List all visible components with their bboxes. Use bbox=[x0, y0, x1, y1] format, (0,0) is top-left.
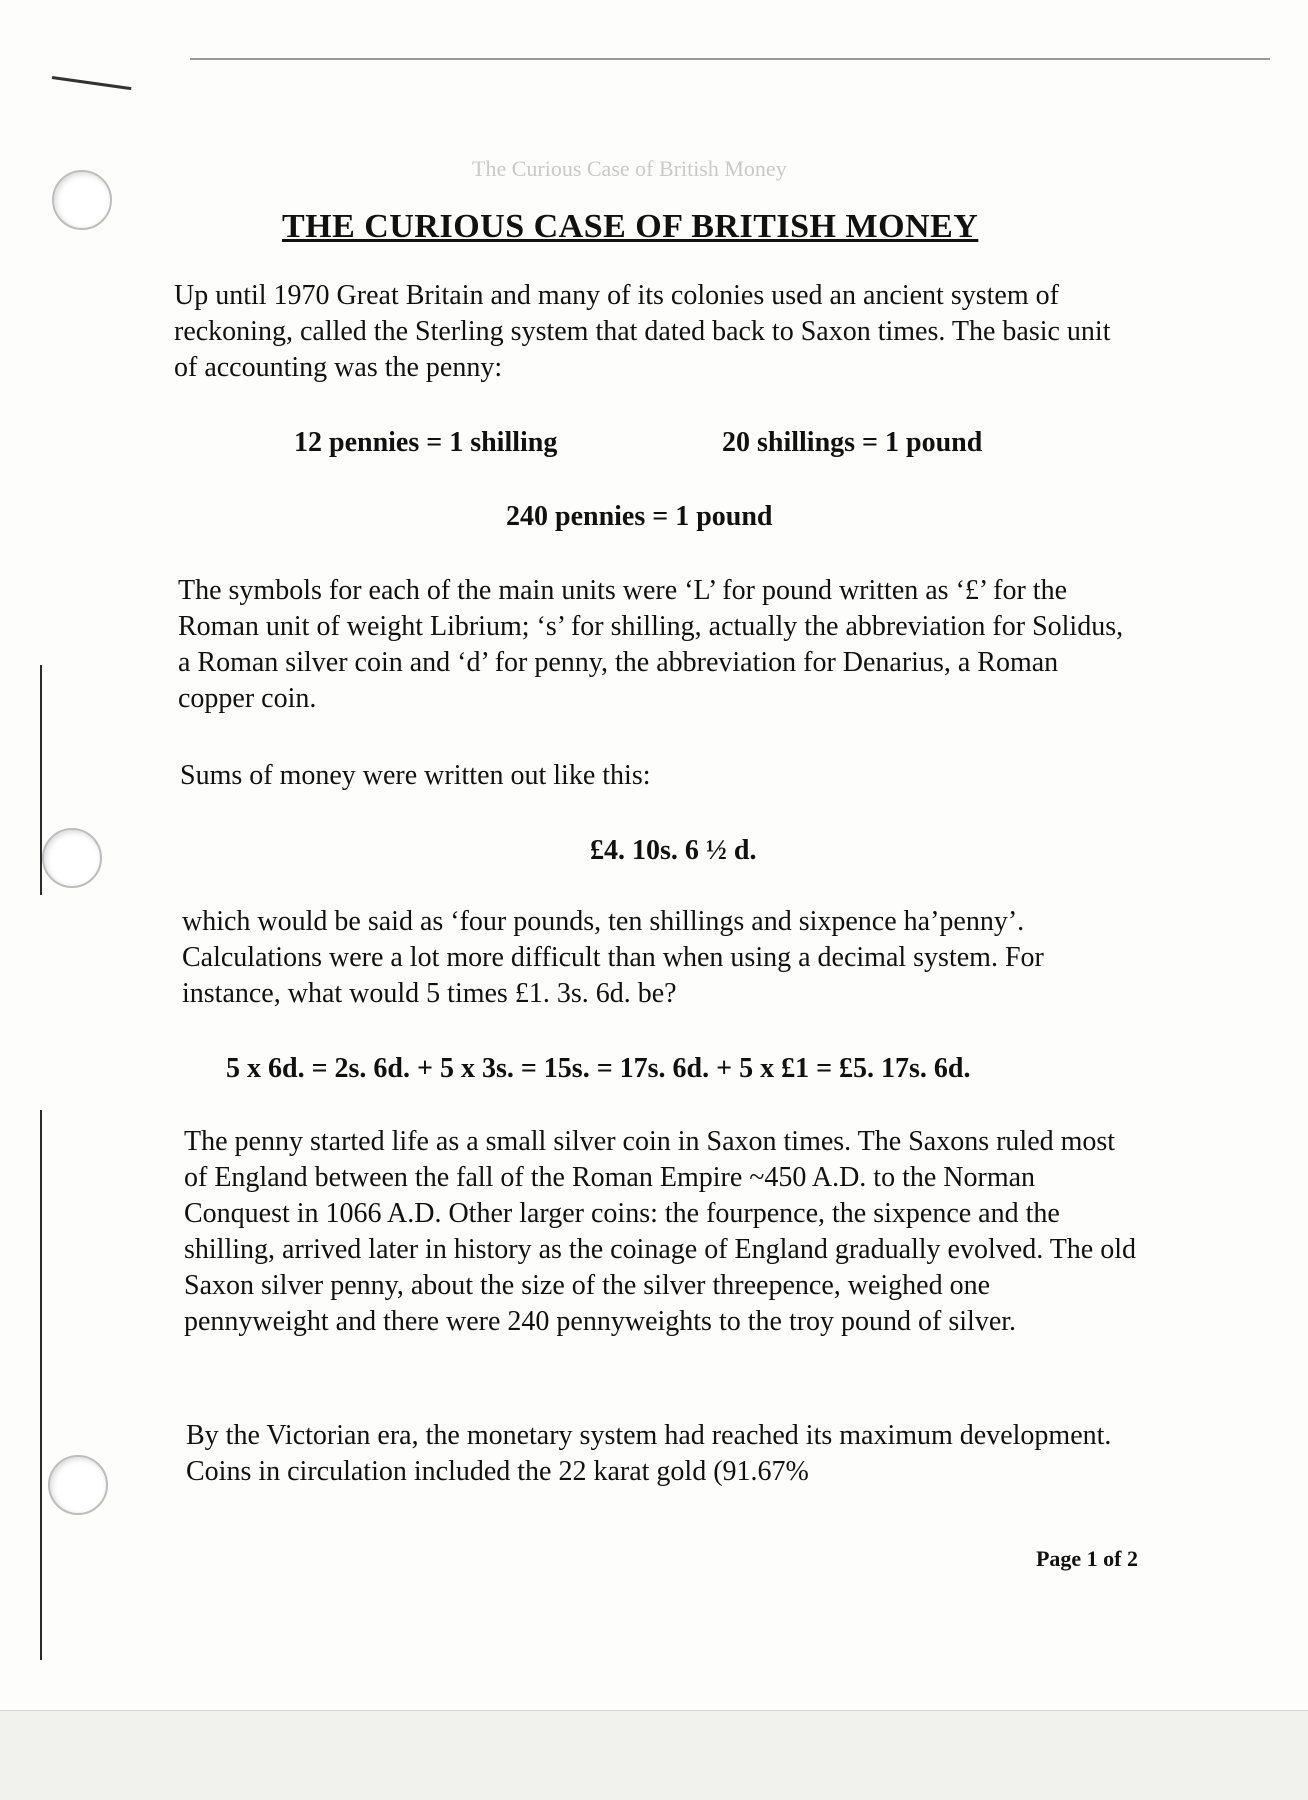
calculation-example: 5 x 6d. = 2s. 6d. + 5 x 3s. = 15s. = 17s. 6d. + 5 x £1 = £5. 17s. 6d. bbox=[226, 1053, 971, 1084]
scan-bottom-strip bbox=[0, 1710, 1308, 1800]
sums-intro: Sums of money were written out like this: bbox=[180, 760, 651, 791]
symbols-paragraph: The symbols for each of the main units were ‘L’ for pound written as ‘£’ for the Roman unit of weight Librium; ‘s’ for shilling, actually the abbreviation for Solidus, a Roman silver coin and ‘d’ for penny, the abbreviation for Denarius, a Roman copper coin. bbox=[178, 575, 1124, 714]
equation-pound-shillings: 20 shillings = 1 pound bbox=[722, 427, 983, 458]
document-title: THE CURIOUS CASE OF BRITISH MONEY bbox=[282, 208, 979, 245]
binder-hole-bottom bbox=[48, 1455, 108, 1515]
penny-history-paragraph: The penny started life as a small silver coin in Saxon times. The Saxons ruled most of England between the fall of the Roman Empire ~450 A.D. to the Norman Conquest in 1066 A.D. Other larger coins: the fourpence, the sixpence and the shilling, arrived later in history as the coinage of England gradually evolved. The old Saxon silver penny, about the size of the silver threepence, weighed one pennyweight and there were 240 pennyweights to the troy pound of silver. bbox=[184, 1126, 1136, 1337]
intro-paragraph: Up until 1970 Great Britain and many of its colonies used an ancient system of reckoning, called the Sterling system that dated back to Saxon times. The basic unit of accounting was the penny: bbox=[174, 280, 1111, 383]
equation-shilling: 12 pennies = 1 shilling bbox=[294, 427, 558, 458]
sum-example: £4. 10s. 6 ½ d. bbox=[590, 835, 757, 866]
victorian-paragraph: By the Victorian era, the monetary system had reached its maximum development. Coins in circulation included the 22 karat gold (91.67% bbox=[186, 1420, 1112, 1487]
equation-pound-pennies: 240 pennies = 1 pound bbox=[506, 501, 773, 532]
page-number: Page 1 of 2 bbox=[1035, 1546, 1138, 1571]
margin-line-lower bbox=[40, 1110, 42, 1660]
faint-header: The Curious Case of British Money bbox=[472, 156, 787, 181]
scan-top-rule bbox=[190, 58, 1270, 60]
said-as-paragraph: which would be said as ‘four pounds, ten shillings and sixpence ha’penny’. Calculations were a lot more difficult than when using a decimal system. For instance, what would 5 times £1. 3s. 6d. be? bbox=[182, 906, 1044, 1009]
scan-edge-mark bbox=[52, 76, 132, 90]
binder-hole-middle bbox=[42, 828, 102, 888]
binder-hole-top bbox=[52, 170, 112, 230]
